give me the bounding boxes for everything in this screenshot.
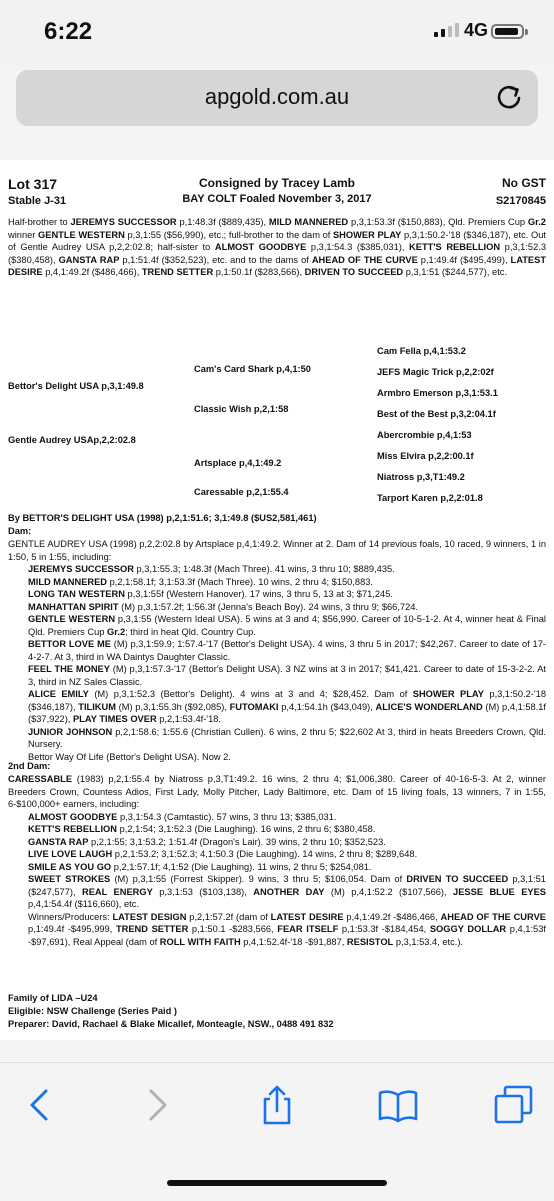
- second-dam-intro: [8, 773, 546, 811]
- list-item: [28, 911, 546, 949]
- text-run: p,4,1:49.2f ($486,466),: [42, 267, 142, 277]
- url-text[interactable]: apgold.com.au: [204, 84, 350, 109]
- text-run: p,1:50.1f ($283,566),: [213, 267, 305, 277]
- gst-status: No GST: [502, 176, 546, 190]
- horse-name: JEREMYS SUCCESSOR: [28, 564, 134, 574]
- pedigree-dam-sire: Artsplace p,4,1:49.2: [194, 458, 282, 468]
- text-run: p,1:50.1 -$283,566,: [188, 924, 278, 934]
- text-run: p,2,1:55; 3,1:53.2; 1:51.4f (Dragon's Lair). 39 wins, 2 thru 10; $352,523.: [88, 836, 386, 847]
- text-run: p,2,1:57.1f; 4,1:52 (Die Laughing). 11 wins, 2 thru 5; $254,081.: [111, 861, 372, 872]
- list-item: [28, 663, 546, 688]
- list-item: [28, 811, 546, 824]
- text-run: p,2,1:57.2f (dam of: [186, 911, 271, 922]
- text-run: p,1:53.3f -$184,454,: [338, 924, 430, 934]
- text-run: p,2,1:54; 3,1:52.3 (Die Laughing). 16 wins, 2 thru 6; $380,458.: [116, 824, 376, 834]
- horse-name: LONG TAN WESTERN: [28, 589, 125, 599]
- by-line: By BETTOR'S DELIGHT USA (1998) p,2,1:51.6; 3,1:49.8 ($US2,581,461): [8, 513, 317, 523]
- horse-name: FUTOMAKI: [229, 701, 279, 712]
- text-run: p,3,1:55 (Western Ideal USA). 5 wins at 3 and 4; $56,990. Career of 10-5-1-2. At 4, winner heat & Final Qld. Premiers Cup: [28, 614, 546, 637]
- second-dam-heading: 2nd Dam:: [8, 761, 51, 771]
- text-run: (M) p,3,1:57.2f; 1:56.3f (Jenna's Beach Boy). 24 wins, 3 thru 9; $66,724.: [118, 601, 419, 612]
- horse-name: ALMOST GOODBYE: [28, 811, 118, 822]
- pedigree-ggp-5: Abercrombie p,4,1:53: [377, 430, 472, 440]
- horse-name: JEREMYS SUCCESSOR: [70, 217, 177, 227]
- text-run: (1983) p,2,1:55.4 by Niatross p,3,T1:49.2. 16 wins, 2 thru 4; $1,006,380. Career of 40-16-5-3. At 2, winner Breeders Crown, Countess Adios, First Lady, Molly Pitcher, Lady Baltimore, etc. Dam of 15 living foals, 13 winners, 7 in 1:55, 6-$100,000+ earners, including:: [8, 774, 546, 809]
- text-run: p,3,1:53.4, etc.).: [393, 936, 464, 947]
- horse-name: PLAY TIMES OVER: [72, 714, 157, 724]
- list-item: [28, 601, 546, 614]
- list-item: [28, 873, 546, 911]
- horse-name: FEEL THE MONEY: [28, 664, 110, 674]
- text-run: p,3,1:53.3f ($150,883), Qld. Premiers Cup: [348, 217, 528, 227]
- status-bar: [0, 0, 554, 66]
- forward-icon[interactable]: [135, 1083, 179, 1127]
- horse-name: TILIKUM: [78, 701, 116, 712]
- text-run: p,3,1:55.3; 1:48.3f (Mach Three). 41 wins, 3 thru 10; $889,435.: [133, 564, 395, 574]
- horse-name: DRIVEN TO SUCCEED: [304, 267, 404, 277]
- text-run: p,2,1:53.4f-'18.: [156, 714, 221, 724]
- pedigree-ggp-1: Cam Fella p,4,1:53.2: [377, 346, 466, 356]
- text-run: p,3,1:54.3 ($385,031),: [306, 242, 410, 252]
- text-run: p,3,1:52.3 ($380,458),: [8, 242, 547, 265]
- text-run: p,4,1:53f -$97,691), Real Appeal (dam of: [28, 924, 546, 947]
- text-run: (M) p,4,1:58.1f ($37,922),: [28, 701, 546, 724]
- tabs-icon[interactable]: [492, 1083, 536, 1127]
- text-run: p,3,1:54.3 (Camtastic). 57 wins, 3 thru 13; $385,031.: [117, 811, 337, 822]
- text-run: p,3,1:53 ($103,138),: [152, 886, 254, 897]
- text-run: (M) p,3,1:52.3 (Bettor's Delight). 4 wins at 3 and 4; $28,452. Dam of: [88, 689, 413, 699]
- horse-name: AHEAD OF THE CURVE: [311, 254, 418, 265]
- horse-name: TREND SETTER: [115, 924, 189, 934]
- dam-section: [8, 538, 546, 763]
- text-run: p,1:49.4f ($495,499),: [417, 254, 511, 265]
- horse-name: ALMOST GOODBYE: [214, 242, 307, 252]
- pedigree-ggp-3: Armbro Emerson p,3,1:53.1: [377, 388, 498, 398]
- horse-name: MILD MANNERED: [268, 217, 349, 227]
- preparer-line: Preparer: David, Rachael & Blake Micallef, Monteagle, NSW., 0488 491 832: [8, 1019, 334, 1029]
- text-run: (M) p,3,1:55 (Forrest Skipper). 9 wins, 3 thru 5; $106,054. Dam of: [110, 874, 407, 884]
- text-run: p,4,1:49.2f -$486,466,: [343, 911, 441, 922]
- horse-name: KETT'S REBELLION: [409, 242, 501, 252]
- horse-code: S2170845: [495, 195, 546, 207]
- horse-name: BETTOR LOVE ME: [28, 639, 111, 649]
- text-run: p,3,1:50.2-'18 ($346,187),: [28, 689, 546, 712]
- horse-name: LATEST DESIGN: [112, 911, 187, 922]
- bookmarks-icon[interactable]: [376, 1083, 420, 1127]
- second-dam-progeny-list: [8, 811, 546, 949]
- list-item: [28, 861, 546, 874]
- share-icon[interactable]: [255, 1083, 299, 1127]
- horse-name: SOGGY DOLLAR: [429, 924, 507, 934]
- text-run: p,4,1:52.4f-'18 -$91,887,: [240, 936, 347, 947]
- horse-name: LIVE LOVE LAUGH: [28, 849, 113, 859]
- text-run: Bettor Way Of Life (Bettor's Delight USA). Now 2.: [28, 751, 231, 762]
- horse-name: ALICE EMILY: [28, 689, 89, 699]
- pedigree-ggp-7: Niatross p,3,T1:49.2: [377, 472, 465, 482]
- list-item: [28, 726, 546, 751]
- text-run: p,3,1:51 ($244,577), etc.: [403, 267, 508, 277]
- horse-name: CARESSABLE: [8, 774, 73, 784]
- clock: 6:22: [44, 18, 93, 45]
- text-run: (M) p,3,1:57.3-'17 (Bettor's Delight USA). 3 NZ wins at 3 in 2017; $41,421. Career to date of 15-3-2-2. At 3, third in NZ Sales Classic.: [28, 664, 546, 687]
- horse-name: SWEET STROKES: [28, 874, 111, 884]
- family-line: Family of LIDA –U24: [8, 993, 98, 1003]
- pedigree-ggp-4: Best of the Best p,3,2:04.1f: [377, 409, 496, 419]
- horse-name: GANSTA RAP: [58, 254, 120, 265]
- horse-name: MANHATTAN SPIRIT: [28, 601, 119, 612]
- horse-name: JUNIOR JOHNSON: [28, 726, 113, 737]
- text-run: (M) p,3,1:59.9; 1:57.4-'17 (Bettor's Delight USA). 4 wins, 3 thru 5 in 2017; $42,267. Career to date of 17-4-2-7. At 3, third in WA Daintys Daughter Classic.: [28, 639, 546, 662]
- network-label: 4G: [464, 20, 489, 40]
- horse-name: RESISTOL: [346, 936, 394, 947]
- list-item: [28, 848, 546, 861]
- text-run: winner: [8, 229, 39, 240]
- list-item: [28, 576, 546, 589]
- lot-number: Lot 317: [8, 176, 58, 192]
- horse-name: GANSTA RAP: [28, 836, 89, 847]
- text-run: p,2,1:58.1f; 3,1:53.3f (Mach Three). 10 wins, 2 thru 4; $150,883.: [107, 576, 374, 587]
- horse-name: LATEST DESIRE: [270, 911, 344, 922]
- horse-name: ROLL WITH FAITH: [159, 936, 241, 947]
- text-run: Winners/Producers:: [28, 911, 113, 922]
- pedigree-sire-dam: Classic Wish p,2,1:58: [194, 404, 289, 414]
- text-run: p,3,1:50.2-'18 ($346,187), etc. Out of Gentle Audrey USA p,2,2:02.8; half-sister to: [8, 229, 546, 252]
- horse-name: GENTLE WESTERN: [38, 229, 125, 240]
- text-run: p,3,1:51 ($247,577),: [28, 874, 546, 897]
- eligible-line: Eligible: NSW Challenge (Series Paid ): [8, 1006, 177, 1016]
- dam-progeny-list: [8, 563, 546, 763]
- text-run: p,4,1:54.4f ($116,660), etc.: [28, 899, 139, 909]
- text-run: (M) p,3,1:55.3h ($92,085),: [115, 701, 230, 712]
- text-run: p,2,1:58.6; 1:55.6 (Christian Cullen). 6 wins, 2 thru 5; $22,602 At 3, third in heats Breeders Crown, Qld. Nursery.: [28, 726, 547, 749]
- text-run: Half-brother to: [8, 217, 71, 227]
- horse-name: AHEAD OF THE CURVE: [440, 911, 546, 922]
- dam-heading: Dam:: [8, 526, 32, 536]
- horse-name: ANOTHER DAY: [253, 886, 325, 897]
- home-indicator: [167, 1180, 387, 1186]
- horse-name: DRIVEN TO SUCCEED: [406, 874, 509, 884]
- list-item: [28, 836, 546, 849]
- consignor: Consigned by Tracey Lamb: [198, 176, 356, 190]
- dam-intro: GENTLE AUDREY USA (1998) p,2,2:02.8 by Artsplace p,4,1:49.2. Winner at 2. Dam of 14 previous foals, 10 raced, 9 winners, 1 in 1:50, 5 in 1:55, including:: [8, 539, 546, 562]
- text-run: p,1:51.4f ($352,523), etc. and to the dams of: [119, 254, 312, 265]
- horse-name: MILD MANNERED: [28, 576, 108, 587]
- horse-name: JESSE BLUE EYES: [453, 886, 546, 897]
- text-run: p,4,1:54.1h ($43,049),: [278, 701, 376, 712]
- pedigree-dam: Gentle Audrey USAp,2,2:02.8: [8, 435, 136, 445]
- list-item: [28, 638, 546, 663]
- back-icon[interactable]: [18, 1083, 62, 1127]
- horse-name: SMILE AS YOU GO: [28, 861, 112, 872]
- pedigree-ggp-2: JEFS Magic Trick p,2,2:02f: [377, 367, 494, 377]
- list-item: [28, 823, 546, 836]
- stable-number: Stable J-31: [8, 195, 67, 207]
- intro-paragraph: [8, 216, 546, 279]
- horse-name: FEAR ITSELF: [277, 924, 339, 934]
- battery-icon: [491, 24, 524, 39]
- text-run: p,3,1:55f (Western Hanover). 17 wins, 3 thru 5, 13 at 3; $71,245.: [124, 589, 393, 599]
- pedigree-sire-sire: Cam's Card Shark p,4,1:50: [194, 364, 311, 374]
- horse-name: SHOWER PLAY: [412, 689, 484, 699]
- list-item: [28, 563, 546, 576]
- text-run: ; third in heat Qld. Country Cup.: [125, 626, 256, 637]
- text-run: p,3,1:55 ($56,990), etc.; full-brother to the dam of: [124, 229, 333, 240]
- text-run: (M) p,4,1:52.2 ($107,566),: [324, 886, 454, 897]
- text-run: p,2,1:53.2; 3,1:52.3; 4,1:50.3 (Die Laughing). 14 wins, 2 thru 8; $289,648.: [112, 849, 418, 859]
- text-run: p,1:48.3f ($889,435),: [176, 217, 269, 227]
- sale-catalogue-page: [0, 160, 554, 1040]
- horse-name: GENTLE WESTERN: [28, 614, 116, 624]
- signal-icon: [434, 23, 459, 37]
- text-run: p,1:49.4f -$495,999,: [28, 924, 116, 934]
- horse-name: Gr.2: [107, 626, 126, 637]
- horse-name: KETT'S REBELLION: [28, 824, 117, 834]
- pedigree-dam-dam: Caressable p,2,1:55.4: [194, 487, 289, 497]
- list-item: [28, 588, 546, 601]
- horse-name: LATEST DESIRE: [8, 254, 547, 277]
- horse-name: ALICE'S WONDERLAND: [375, 701, 483, 712]
- list-item: [28, 613, 546, 638]
- horse-name: TREND SETTER: [141, 267, 214, 277]
- horse-name: Gr.2: [527, 217, 546, 227]
- list-item: [28, 688, 546, 726]
- pedigree-sire: Bettor's Delight USA p,3,1:49.8: [8, 381, 144, 391]
- pedigree-ggp-8: Tarport Karen p,2,2:01.8: [377, 493, 483, 503]
- reload-icon[interactable]: [494, 82, 524, 112]
- second-dam-section: [8, 773, 546, 948]
- address-bar[interactable]: [16, 70, 538, 126]
- pedigree-ggp-6: Miss Elvira p,2,2:00.1f: [377, 451, 474, 461]
- horse-description: BAY COLT Foaled November 3, 2017: [182, 193, 372, 205]
- horse-name: REAL ENERGY: [81, 886, 153, 897]
- horse-name: SHOWER PLAY: [332, 229, 402, 240]
